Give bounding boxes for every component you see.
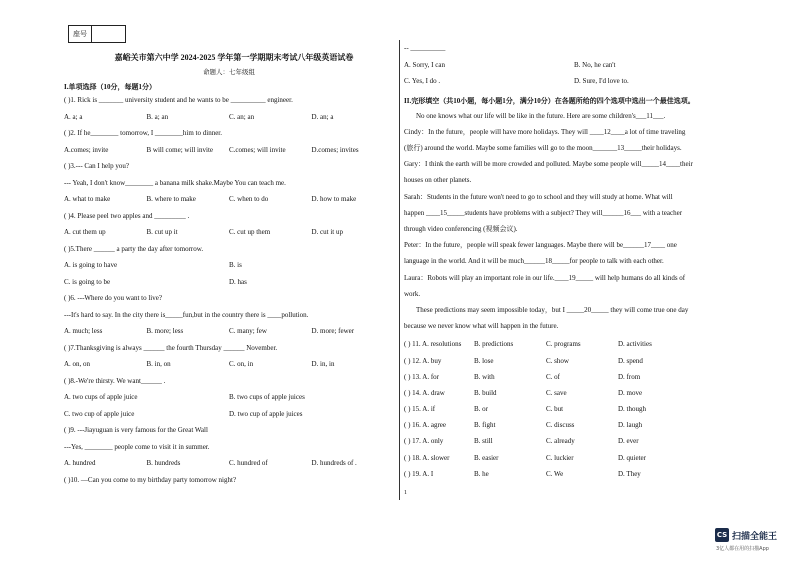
cloze-row: ( ) 16. A. agree B. fight C. discuss D. laugh [404,421,643,430]
cloze-row: ( ) 15. A. if B. or C. but D. though [404,405,646,414]
logo-subtitle: 3亿人都在用的扫描App [716,546,769,552]
q10-blank: -- __________ [404,44,446,52]
question-1: ( )1. Rick is _______ university student and he wants to be __________ engineer. A. a; a B. a; an C. an; an D. an; a [64,96,334,121]
page-number: 1 [404,490,407,496]
question-3: ( )3.--- Can I help you? --- Yeah, I don't know________ a banana milk shake.Maybe You can teach me. A. what to make B. where to make C. when to do D. how to make [64,162,357,203]
right-column [404,40,744,482]
column-divider [399,40,400,500]
camscanner-icon: CS [715,528,729,542]
question-10: ( )10. —Can you come to my birthday party tomorrow night? [64,475,237,484]
q10-options: A. Sorry, I can B. No, he can't [404,60,616,69]
question-2: ( )2. If he________ tomorrow, I ________him to dinner. A.comes; invite B will come; will invite C.comes; will invite D.comes; invites [64,129,359,154]
question-6: ( )6. ---Where do you want to live? ---It's hard to say. In the city there is_____fun,but in the country there is ____pollution. A. much; less B. more; less C. many; few D. more; fewer [64,294,355,335]
section-1-heading: I.单项选择（10分，每题1分） [64,83,156,91]
q10-options-2: C. Yes, I do . D. Sure, I'd love to. [404,77,629,85]
cloze-row: ( ) 17. A. only B. still C. already D. ever [404,437,639,446]
seat-label: 座号 [69,26,92,42]
section-2-heading: II.完形填空（共10小题，每小题1分，满分10分）在各题所给的四个选项中选出一个最佳选项。 [404,96,695,105]
question-4: ( )4. Please peel two apples and _________ . A. cut them up B. cut up it C. cut up them D. cut it up [64,211,343,236]
exam-author: 命题人：七年级组 [203,69,255,76]
seat-number-box [68,25,126,43]
question-7: ( )7.Thanksgiving is always ______ the fourth Thursday ______ November. A. on, on B. in, on C. on, in D. in, in [64,343,335,368]
cloze-row: ( ) 12. A. buy B. lose C. show D. spend [404,356,643,365]
cloze-row: ( ) 13. A. for B. with C. of D. from [404,372,641,381]
cloze-passage: No one knows what our life will be like in the future. Here are some children's___11___. Cindy：In the future，people will have more holidays. They will ____12____a lot of time traveling (旅行) around the world. Maybe some families will go to the moon_______13_____their holidays. Gary：I think the earth will be more crowded and polluted. Maybe some people will_____14____their houses on other planets. Sarah：Students in the future won't need to go to school and they will study at home. What will happen ____15_____students have problems with a subject? They will______16___ with a teacher through video conferencing (视频会议). Peter：In the future，people will speak fewer languages. Maybe there will be______17____ one language in the world. And it will be much______18_____for people to talk with each other. Laura：Robots will play an important role in our life.____19_____ will help humans do all kinds of work. These predictions may seem impossible today，but I _____20_____ they will come true one day because we never know what will happen in the future. [404,111,693,331]
exam-title: 嘉峪关市第六中学 2024-2025 学年第一学期期末考试八年级英语试卷 [114,53,354,62]
cloze-row: ( ) 19. A. I B. he C. We D. They [404,469,641,478]
camscanner-logo [715,528,777,542]
question-8: ( )8.-We're thirsty. We want______ . A. two cups of apple juice B. two cups of apple juices C. two cup of apple juice D. two cup of apple juices [64,376,305,418]
cloze-row: ( ) 14. A. draw B. build C. save D. move [404,388,643,397]
cloze-row: ( ) 11. A. resolutions B. predictions C. programs D. activities [404,340,652,349]
left-column [64,52,394,488]
logo-text: 扫描全能王 [732,531,778,542]
cloze-row: ( ) 18. A. slower B. easier C. luckier D. quieter [404,453,646,462]
cloze-options [404,336,744,482]
question-9: ( )9. ---Jiayuguan is very famous for the Great Wall ---Yes, ________ people come to visit it in summer. A. hundred B. hundreds C. hundred of D. hundreds of . [64,426,357,467]
question-5: ( )5.There ______ a party the day after tomorrow. A. is going to have B. is C. is going to be D. has [64,244,247,286]
